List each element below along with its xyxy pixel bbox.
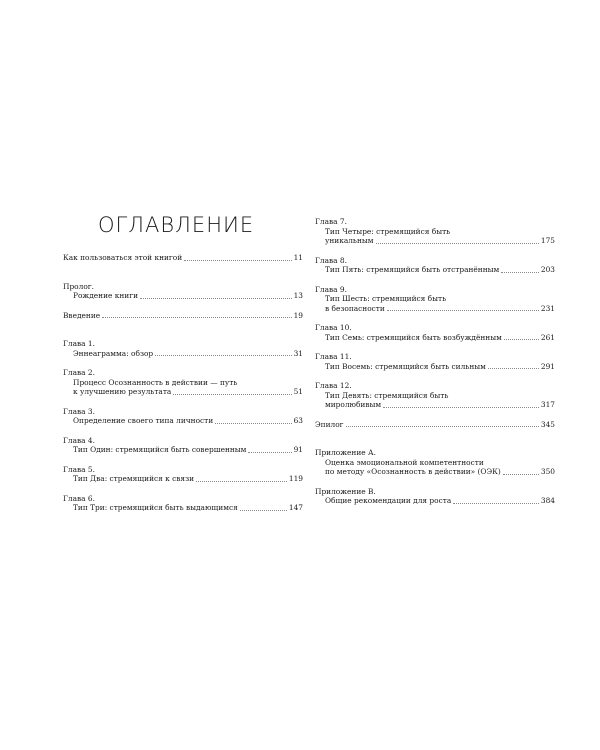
toc-entry — [315, 217, 555, 246]
dot-leader — [346, 426, 539, 427]
page-number: 119 — [288, 474, 303, 483]
dot-leader — [504, 339, 539, 340]
page-number: 147 — [288, 503, 303, 512]
toc-entry-heading: Глава 6. — [63, 493, 95, 503]
toc-entry-title: миролюбивым — [325, 400, 382, 409]
toc-entry-title: Рождение книги — [73, 291, 138, 300]
toc-entry-title: Тип Семь: стремящийся быть возбуждённым — [325, 332, 502, 342]
toc-entry-title: Оценка эмоциональной компетентности — [325, 457, 484, 467]
toc-entry-title: в безопасности — [325, 303, 385, 313]
toc-entry — [63, 282, 303, 301]
toc-entries-left — [63, 253, 303, 513]
toc-entry-title: Как пользоваться этой книгой — [63, 253, 183, 262]
dot-leader — [503, 474, 539, 475]
toc-entry-title: Эннеаграмма: обзор — [73, 348, 154, 358]
toc-entry — [63, 311, 303, 321]
toc-entries-right — [315, 217, 555, 506]
page-number: 11 — [293, 253, 303, 262]
page-number: 13 — [293, 291, 303, 300]
toc-entry — [315, 420, 555, 430]
page-number: 63 — [293, 416, 303, 425]
toc-entry — [315, 381, 555, 410]
toc-left-column — [63, 213, 303, 523]
toc-entry-heading: Глава 2. — [63, 368, 95, 377]
page-title: ОГЛАВЛЕНИЕ — [98, 213, 255, 237]
dot-leader — [140, 298, 292, 299]
dot-leader — [240, 510, 287, 511]
toc-entry-title: Тип Пять: стремящийся быть отстранённым — [325, 265, 500, 274]
toc-entry — [63, 253, 303, 263]
toc-entry-title: Тип Один: стремящийся быть совершенным — [73, 445, 247, 454]
page-number: 51 — [293, 387, 303, 396]
toc-entry — [63, 494, 303, 513]
dot-leader — [155, 355, 291, 356]
toc-entry-heading: Глава 5. — [63, 464, 95, 474]
toc-entry-title: Тип Четыре: стремящийся быть — [325, 226, 451, 236]
dot-leader — [215, 423, 291, 424]
dot-leader — [196, 481, 287, 482]
toc-entry-title: Тип Девять: стремящийся быть — [325, 390, 449, 400]
toc-entry-heading: Глава 1. — [63, 339, 95, 348]
dot-leader — [184, 260, 291, 261]
toc-entry-heading: Глава 8. — [315, 255, 347, 265]
toc-entry-heading: Глава 9. — [315, 284, 347, 294]
toc-entry-heading: Глава 4. — [63, 435, 95, 445]
dot-leader — [248, 452, 291, 453]
page-number: 31 — [293, 348, 303, 358]
toc-entry-heading: Глава 7. — [315, 217, 347, 226]
toc-entry — [63, 368, 303, 397]
page-number: 231 — [540, 303, 555, 313]
toc-entry-title: по методу «Осознанность в действии» (ОЭК) — [325, 467, 501, 476]
toc-entry-heading: Глава 11. — [315, 352, 352, 361]
toc-entry — [315, 256, 555, 275]
dot-leader — [387, 310, 539, 311]
toc-entry — [63, 436, 303, 455]
dot-leader — [501, 272, 539, 273]
toc-entry-title: Эпилог — [315, 419, 344, 429]
toc-entry-heading: Приложение В. — [315, 486, 376, 496]
dot-leader — [453, 503, 539, 504]
dot-leader — [376, 243, 539, 244]
toc-entry — [315, 323, 555, 342]
page-number: 203 — [540, 265, 555, 274]
toc-entry — [315, 487, 555, 506]
dot-leader — [488, 368, 539, 369]
toc-entry — [63, 339, 303, 358]
toc-entry-heading: Глава 12. — [315, 381, 352, 390]
toc-entry-title: Определение своего типа личности — [73, 416, 214, 425]
page-number: 91 — [293, 445, 303, 454]
toc-entry-title: к улучшению результата — [73, 387, 172, 396]
page-number: 350 — [540, 467, 555, 476]
toc-entry — [315, 285, 555, 314]
toc-entry — [315, 352, 555, 371]
toc-entry-title: Введение — [63, 310, 101, 320]
toc-entry — [63, 407, 303, 426]
dot-leader — [383, 407, 539, 408]
page-number: 19 — [293, 310, 303, 320]
toc-entry-heading: Приложение А. — [315, 448, 376, 457]
toc-entry-title: уникальным — [325, 236, 374, 245]
page-number: 175 — [540, 236, 555, 245]
page-number: 317 — [540, 400, 555, 409]
toc-entry-title: Тип Восемь: стремящийся быть сильным — [325, 361, 486, 371]
toc-entry — [315, 448, 555, 477]
toc-entry-heading: Пролог. — [63, 281, 94, 291]
toc-entry — [63, 465, 303, 484]
toc-entry-heading: Глава 10. — [315, 323, 352, 332]
dot-leader — [102, 317, 291, 318]
toc-entry-title: Общие рекомендации для роста — [325, 496, 452, 505]
page-number: 345 — [540, 419, 555, 429]
page-number: 384 — [540, 496, 555, 505]
toc-entry-title: Процесс Осознанность в действии — путь — [73, 377, 238, 387]
page-number: 291 — [540, 361, 555, 371]
dot-leader — [173, 394, 291, 395]
toc-entry-title: Тип Шесть: стремящийся быть — [325, 294, 447, 303]
toc-entry-heading: Глава 3. — [63, 406, 95, 416]
page-number: 261 — [540, 332, 555, 342]
toc-entry-title: Тип Три: стремящийся быть выдающимся — [73, 503, 238, 512]
toc-entry-title: Тип Два: стремящийся к связи — [73, 474, 195, 483]
toc-right-column — [315, 217, 555, 516]
